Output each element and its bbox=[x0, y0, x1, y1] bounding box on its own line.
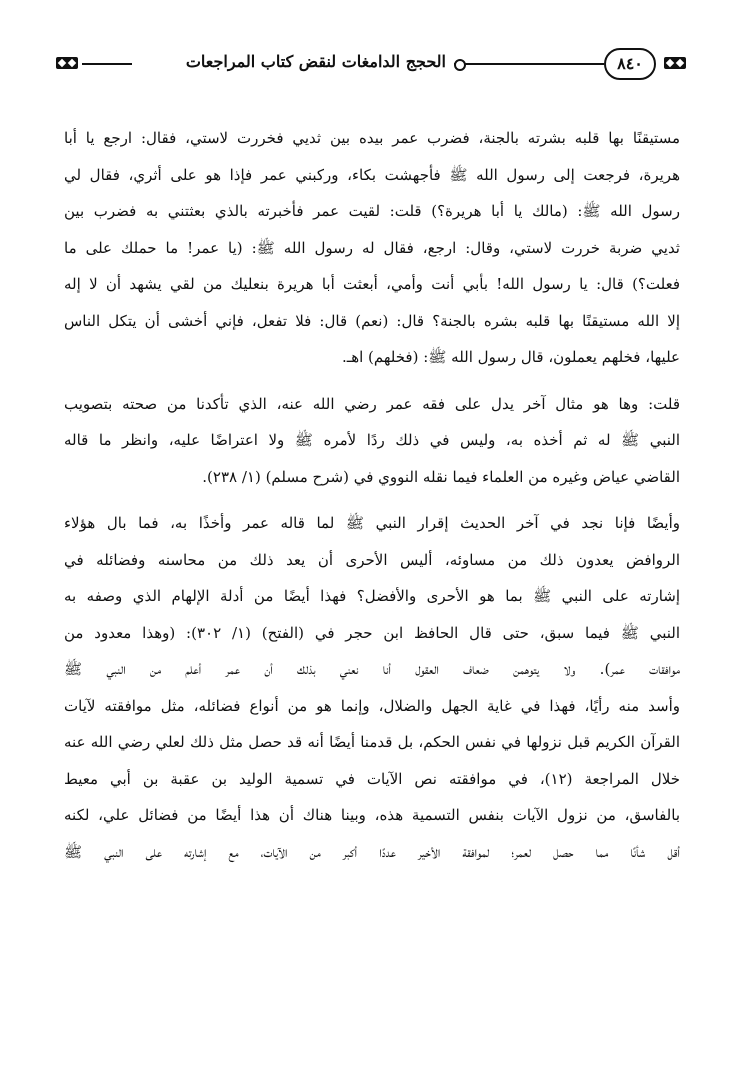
text-line: ثديي ضربة خررت لاستي، وقال: ارجع، فقال له رسول الله ﷺ: (يا عمر! ما حملك على ما bbox=[64, 238, 680, 257]
paragraph bbox=[64, 505, 680, 870]
book-title: الحجج الدامغات لنقض كتاب المراجعات bbox=[185, 52, 446, 71]
text-line: إشارته على النبي ﷺ بما هو الأحرى والأفضل؟ فهذا أيضًا من أدلة الإلهام الذي وصفه به bbox=[64, 587, 680, 605]
text-line: النبي ﷺ له ثم أخذه به، وليس في ذلك ردًا لأمره ﷺ ولا اعتراضًا عليه، وانظر ما قاله bbox=[64, 431, 680, 449]
text-line: القرآن الكريم قبل نزولها في نفس الحكم، بل قدمنا أيضًا أنه قد حصل مثل ذلك لعلي رضي الله عنه bbox=[64, 733, 680, 751]
header-ornament-right-icon bbox=[664, 57, 686, 69]
text-line: القاضي عياض وغيره من العلماء فيما نقله النووي في (شرح مسلم) (١/ ٢٣٨). bbox=[202, 467, 680, 486]
text-line: أقل شأنًا مما حصل لعمر؛ لموافقة الأخير عددًا أكبر من الآيات، مع إشارته على النبي ﷺ bbox=[64, 842, 680, 861]
text-line: وأسد منه رأيًا، فهذا في غاية الجهل والضلال، وإنما هو من أنواع فضائله، مثل موافقته لآيات bbox=[64, 696, 680, 715]
header-ornament-left-icon bbox=[56, 57, 78, 69]
text-line: قلت: وها هو مثال آخر يدل على فقه عمر رضي الله عنه، الذي تأكدنا من صحته بتصويب bbox=[64, 394, 680, 413]
text-line: هريرة، فرجعت إلى رسول الله ﷺ فأجهشت بكاء، وركبني عمر فإذا هو على أثري، فقال لي bbox=[64, 165, 680, 184]
text-line: فعلت؟) قال: يا رسول الله! بأبي أنت وأمي، أبعثت أبا هريرة بنعليك من لقي يشهد أن لا إله bbox=[64, 275, 680, 293]
text-line: إلا الله مستيقنًا بها قلبه بشره بالجنة؟ قال: (نعم) قال: فلا تفعل، فإني أخشى أن يتكل الناس bbox=[64, 311, 680, 330]
text-line: وأيضًا فإنا نجد في آخر الحديث إقرار النبي ﷺ لما قاله عمر وأخذًا به، فما بال هؤلاء bbox=[64, 514, 680, 532]
text-line: الروافض يعدون ذلك من مساوئه، أليس الأحرى أن يعد ذلك من محاسنه وفضائله في bbox=[64, 550, 680, 569]
paragraph bbox=[64, 386, 680, 496]
header-rule bbox=[454, 63, 604, 65]
header-rule bbox=[82, 63, 132, 65]
text-line: مستيقنًا بها قلبه بشرته بالجنة، فضرب عمر بيده بين ثديي فخررت لاستي، فقال: ارجع يا أبا bbox=[64, 129, 680, 147]
paragraph bbox=[64, 120, 680, 376]
text-line: بالفاسق، من نزول الآيات بنفس التسمية هذه، وبينا هناك أن هذا أيضًا من فضائل علي، لكنه bbox=[64, 806, 680, 824]
text-line: رسول الله ﷺ: (مالك يا أبا هريرة؟) قلت: لقيت عمر فأخبرته بالذي بعثتني به فضرب بين bbox=[64, 202, 680, 220]
page-number: ٨٤٠ bbox=[604, 48, 656, 80]
page-header bbox=[56, 48, 686, 80]
text-line: عليها، فخلهم يعملون، قال رسول الله ﷺ: (فخلهم) اهـ. bbox=[342, 348, 680, 366]
text-line: موافقات عمر). ولا يتوهمن ضعاف العقول أنا نعني بذلك أن عمر أعلم من النبي ﷺ bbox=[64, 660, 680, 678]
text-line: النبي ﷺ فيما سبق، حتى قال الحافظ ابن حجر في (الفتح) (١/ ٣٠٢): (وهذا معدود من bbox=[64, 623, 680, 642]
body-text bbox=[64, 120, 680, 880]
text-line: خلال المراجعة (١٢)، في موافقته نص الآيات في تسمية الوليد بن عقبة بن أبي معيط bbox=[64, 769, 680, 788]
